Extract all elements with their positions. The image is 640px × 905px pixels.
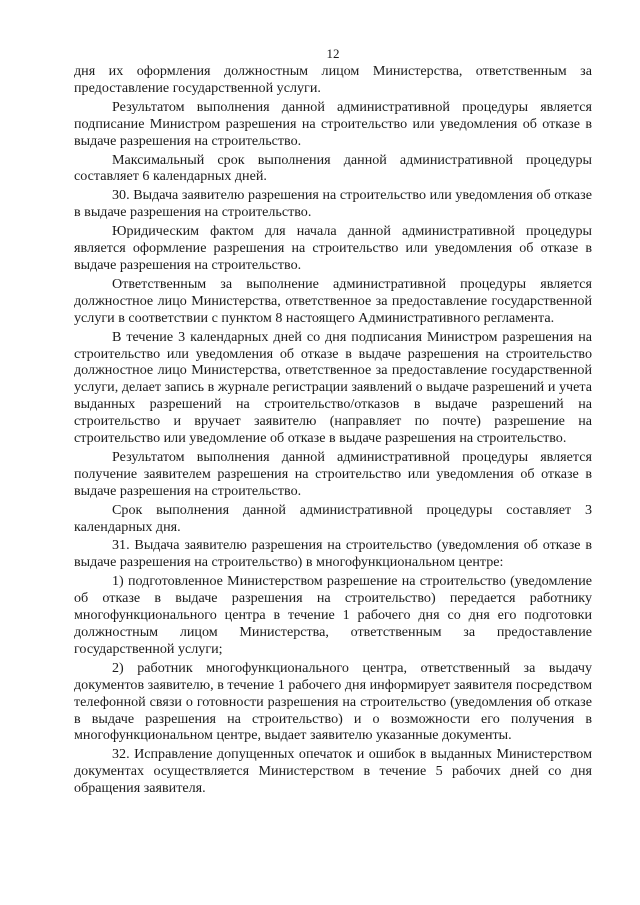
paragraph-subitem-2: 2) работник многофункционального центра, ответственный за выдачу документов заявителю, в течение 1 рабочего дня информирует заявителя посредством телефонной связи о готовности разрешения на строительство (уведомления об отказе в выдаче разрешения на строительство) и о возможности его получения в многофункциональном центре, выдает заявителю указанные документы.	[74, 659, 592, 744]
document-body	[74, 63, 592, 797]
page-number: 12	[326, 46, 340, 61]
paragraph-continuation: дня их оформления должностным лицом Министерства, ответственным за предоставление государственной услуги.	[74, 63, 592, 96]
paragraph-responsible: Ответственным за выполнение административной процедуры является должностное лицо Министерства, ответственное за предоставление государственной услуги в соответствии с пунктом 8 настоящего Административного регламента.	[74, 275, 592, 326]
paragraph-legal-fact: Юридическим фактом для начала данной административной процедуры является оформление разрешения на строительство или уведомления об отказе в выдаче разрешения на строительство.	[74, 223, 592, 273]
paragraph-max-term: Максимальный срок выполнения данной административной процедуры составляет 6 календарных дней.	[74, 151, 592, 185]
paragraph-subitem-1: 1) подготовленное Министерством разрешение на строительство (уведомление об отказе в выдаче разрешения на строительство) передается работнику многофункционального центра в течение 1 рабочего дня со дня его подготовки должностным лицом Министерства, ответственным за предоставление государственной услуги;	[74, 573, 592, 657]
paragraph-three-days: В течение 3 календарных дней со дня подписания Министром разрешения на строительство или уведомления об отказе в выдаче разрешения на строительство должностное лицо Министерства, ответственное за предоставление государственной услуги, делает запись в журнале регистрации заявлений о выдаче разрешений и учета выданных разрешений на строительство/отказов в выдаче разрешений на строительство и вручает заявителю (направляет по почте) разрешение на строительство или уведомление об отказе в выдаче разрешения на строительство.	[74, 328, 592, 447]
paragraph-term: Срок выполнения данной административной процедуры составляет 3 календарных дня.	[74, 501, 592, 535]
paragraph-result-signing: Результатом выполнения данной административной процедуры является подписание Министром разрешения на строительство или уведомления об отказе в выдаче разрешения на строительство.	[74, 98, 592, 149]
document-page	[74, 0, 592, 905]
paragraph-item-32: 32. Исправление допущенных опечаток и ошибок в выданных Министерством документах осуществляется Министерством в течение 5 рабочих дней со дня обращения заявителя.	[74, 746, 592, 797]
paragraph-item-31: 31. Выдача заявителю разрешения на строительство (уведомления об отказе в выдаче разрешения на строительство) в многофункциональном центре:	[74, 537, 592, 571]
paragraph-item-30: 30. Выдача заявителю разрешения на строительство или уведомления об отказе в выдаче разрешения на строительство.	[74, 187, 592, 221]
paragraph-result-receipt: Результатом выполнения данной административной процедуры является получение заявителем разрешения на строительство или уведомления об отказе в выдаче разрешения на строительство.	[74, 448, 592, 499]
